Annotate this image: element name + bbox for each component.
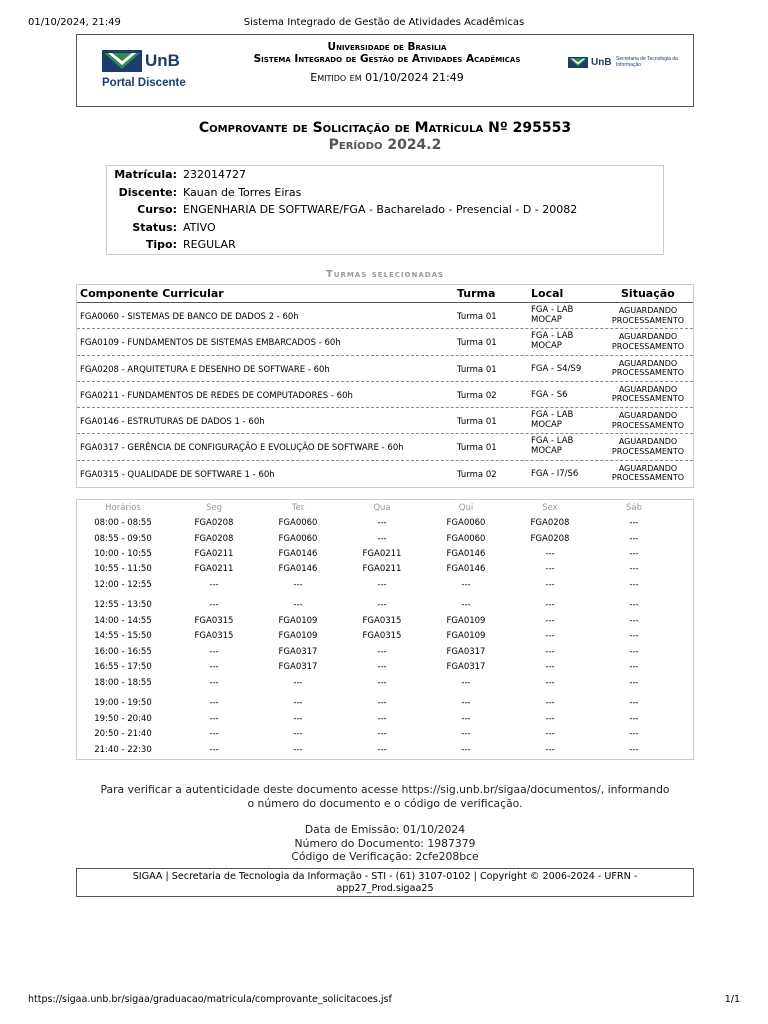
col-header-qui: Qui <box>458 503 474 513</box>
horario-cell-qui: FGA0109 <box>446 616 486 626</box>
horario-cell-qui: FGA0317 <box>446 647 486 657</box>
horario-time: 12:00 - 12:55 <box>94 580 152 590</box>
turma-situacao <box>602 359 694 378</box>
horario-cell-ter: FGA0317 <box>278 662 318 672</box>
title-main: Comprovante de Solicitação de Matrícula Nº 295553 <box>198 120 572 136</box>
horario-cell-qua: --- <box>377 534 387 544</box>
horario-cell-ter: FGA0060 <box>278 518 318 528</box>
print-footer <box>28 994 740 1008</box>
turma-situacao-line1: AGUARDANDO <box>618 437 678 447</box>
horario-cell-seg: FGA0211 <box>194 564 234 574</box>
document-header <box>76 34 694 107</box>
horario-cell-sab: --- <box>629 714 639 724</box>
horario-cell-seg: --- <box>209 662 219 672</box>
info-row-status <box>107 221 663 238</box>
turma-turma: Turma 01 <box>457 338 497 349</box>
turma-situacao-line2: PROCESSAMENTO <box>611 394 685 404</box>
turma-componente: FGA0109 - FUNDAMENTOS DE SISTEMAS EMBARCADOS - 60h <box>80 338 341 349</box>
print-header <box>28 17 740 31</box>
turma-situacao-line1: AGUARDANDO <box>618 384 678 394</box>
horario-time: 10:55 - 11:50 <box>94 564 152 574</box>
horario-cell-qua: FGA0315 <box>362 631 402 641</box>
horario-cell-qui: FGA0060 <box>446 534 486 544</box>
turma-local-line2: MOCAP <box>531 419 562 430</box>
horario-cell-seg: --- <box>209 647 219 657</box>
verification-info <box>76 783 694 864</box>
horario-cell-ter: FGA0060 <box>278 534 318 544</box>
sti-logo <box>567 57 687 77</box>
turma-row <box>77 461 693 487</box>
horario-time: 19:00 - 19:50 <box>94 698 152 708</box>
turma-local-line2: MOCAP <box>531 340 562 351</box>
horario-cell-sex: FGA0208 <box>530 518 570 528</box>
turma-situacao-line1: AGUARDANDO <box>618 306 678 315</box>
horario-cell-sex: --- <box>545 647 555 657</box>
info-row-matricula <box>107 168 663 185</box>
system-name: Sistema Integrado de Gestão de Atividades Acadêmicas <box>253 53 521 65</box>
horario-row <box>77 727 693 743</box>
col-header-qua: Qua <box>373 503 391 513</box>
horario-cell-qua: --- <box>377 580 387 590</box>
horario-row <box>77 562 693 578</box>
turma-row <box>77 356 693 382</box>
info-value: Kauan de Torres Eiras <box>183 185 302 199</box>
horario-cell-ter: --- <box>293 745 303 755</box>
horario-cell-sex: --- <box>545 549 555 559</box>
horario-cell-qui: --- <box>461 698 471 708</box>
horario-cell-ter: FGA0317 <box>278 647 318 657</box>
horario-cell-qua: --- <box>377 698 387 708</box>
info-row-curso <box>107 203 663 220</box>
footer-line1: SIGAA | Secretaria de Tecnologia da Informação - STI - (61) 3107-0102 | Copyright © 2006-2024 - UFRN - <box>132 871 638 882</box>
horario-cell-seg: --- <box>209 698 219 708</box>
horario-time: 16:55 - 17:50 <box>94 662 152 672</box>
horario-cell-ter: FGA0146 <box>278 549 318 559</box>
horario-cell-sex: --- <box>545 600 555 610</box>
horario-cell-seg: --- <box>209 600 219 610</box>
horario-cell-qua: --- <box>377 662 387 672</box>
horario-cell-sex: --- <box>545 698 555 708</box>
horario-cell-seg: --- <box>209 745 219 755</box>
sti-logo-text: UnB <box>591 57 612 68</box>
horario-cell-sab: --- <box>629 698 639 708</box>
horario-row <box>77 614 693 630</box>
info-row-discente <box>107 186 663 203</box>
horario-cell-seg: --- <box>209 580 219 590</box>
turma-situacao-line2: PROCESSAMENTO <box>611 368 685 378</box>
turma-situacao-line1: AGUARDANDO <box>618 463 678 473</box>
turma-local <box>531 365 591 375</box>
col-header-sex: Sex <box>542 503 558 513</box>
horario-cell-sab: --- <box>629 564 639 574</box>
horario-row <box>77 712 693 728</box>
info-row-tipo <box>107 238 663 255</box>
horario-cell-sab: --- <box>629 647 639 657</box>
horario-cell-sab: --- <box>629 534 639 544</box>
horario-cell-qua: FGA0315 <box>362 616 402 626</box>
horario-cell-sex: --- <box>545 631 555 641</box>
turma-componente: FGA0208 - ARQUITETURA E DESENHO DE SOFTWARE - 60h <box>80 364 330 375</box>
horario-cell-qua: FGA0211 <box>362 564 402 574</box>
horario-cell-seg: FGA0315 <box>194 631 234 641</box>
horario-cell-ter: FGA0109 <box>278 631 318 641</box>
turma-local-line1: FGA - I7/S6 <box>531 468 579 479</box>
horario-cell-sab: --- <box>629 745 639 755</box>
turma-componente: FGA0315 - QUALIDADE DE SOFTWARE 1 - 60h <box>80 469 275 480</box>
horario-cell-sex: --- <box>545 729 555 739</box>
horario-cell-qua: --- <box>377 647 387 657</box>
horario-cell-qua: --- <box>377 600 387 610</box>
horario-time: 18:00 - 18:55 <box>94 678 152 688</box>
horario-cell-ter: FGA0146 <box>278 564 318 574</box>
col-header-sab: Sáb <box>626 503 642 513</box>
turma-situacao-line1: AGUARDANDO <box>618 411 678 421</box>
turma-situacao-line2: PROCESSAMENTO <box>611 473 685 483</box>
horario-cell-qua: --- <box>377 729 387 739</box>
turma-row <box>77 382 693 408</box>
horario-cell-qua: --- <box>377 518 387 528</box>
turma-turma: Turma 02 <box>457 390 497 401</box>
turma-situacao-line1: AGUARDANDO <box>618 332 678 342</box>
horario-cell-qui: --- <box>461 600 471 610</box>
col-header-turma: Turma <box>457 287 496 300</box>
info-value: 232014727 <box>183 168 246 181</box>
horario-row <box>77 516 693 532</box>
turmas-body <box>77 303 693 487</box>
turma-row <box>77 303 693 329</box>
turma-componente: FGA0146 - ESTRUTURAS DE DADOS 1 - 60h <box>80 417 265 428</box>
turmas-header-row <box>77 285 693 303</box>
turma-turma: Turma 01 <box>457 312 497 322</box>
horario-cell-ter: --- <box>293 729 303 739</box>
turma-turma: Turma 02 <box>457 469 497 480</box>
turma-row <box>77 329 693 355</box>
col-header-local: Local <box>531 287 564 300</box>
turma-local <box>531 332 591 351</box>
horario-time: 20:50 - 21:40 <box>94 729 152 739</box>
col-header-componente: Componente Curricular <box>80 287 224 300</box>
turma-local-line1: FGA - S4/S9 <box>531 363 582 374</box>
turma-turma: Turma 01 <box>457 364 497 375</box>
turma-situacao <box>602 437 694 456</box>
info-value: REGULAR <box>183 238 236 251</box>
turma-situacao-line2: PROCESSAMENTO <box>611 341 685 351</box>
horario-row <box>77 696 693 712</box>
data-emissao: Data de Emissão: 01/10/2024 <box>304 823 466 836</box>
turma-local-line1: FGA - S6 <box>531 389 568 400</box>
horario-time: 10:00 - 10:55 <box>94 549 152 559</box>
horario-cell-qui: FGA0146 <box>446 549 486 559</box>
turma-situacao <box>602 464 694 483</box>
info-label: Curso: <box>137 203 177 216</box>
turma-row <box>77 408 693 434</box>
horario-cell-qui: --- <box>461 714 471 724</box>
verify-line2: o número do documento e o código de verificação. <box>247 796 523 810</box>
info-label: Tipo: <box>145 238 177 251</box>
horario-cell-qua: FGA0211 <box>362 549 402 559</box>
horario-time: 14:00 - 14:55 <box>94 616 152 626</box>
horario-cell-sex: --- <box>545 745 555 755</box>
turmas-caption: Turmas selecionadas <box>325 269 445 280</box>
turma-local-line1: FGA - LAB <box>531 305 574 315</box>
horario-row <box>77 578 693 594</box>
horario-row <box>77 645 693 661</box>
horario-cell-qui: FGA0060 <box>446 518 486 528</box>
horarios-header-row <box>77 501 693 517</box>
horario-cell-ter: --- <box>293 698 303 708</box>
horarios-grid <box>76 499 694 760</box>
horario-time: 19:50 - 20:40 <box>94 714 152 724</box>
turma-situacao <box>602 306 694 325</box>
horario-cell-sex: --- <box>545 580 555 590</box>
horario-time: 08:55 - 09:50 <box>94 534 152 544</box>
unb-logo[interactable] <box>87 47 197 97</box>
emitido-em: Emitido em 01/10/2024 21:49 <box>310 71 464 84</box>
turma-situacao <box>602 385 694 404</box>
horario-row <box>77 598 693 614</box>
horario-cell-sab: --- <box>629 616 639 626</box>
turma-turma: Turma 01 <box>457 443 497 454</box>
turma-local-line2: MOCAP <box>531 445 562 456</box>
codigo-verificacao: Código de Verificação: 2cfe208bce <box>291 850 479 863</box>
turma-situacao-line2: PROCESSAMENTO <box>611 315 685 325</box>
numero-documento: Número do Documento: 1987379 <box>294 836 476 850</box>
horario-cell-qua: --- <box>377 745 387 755</box>
horario-time: 16:00 - 16:55 <box>94 647 152 657</box>
horario-cell-qui: --- <box>461 745 471 755</box>
horario-cell-qua: --- <box>377 678 387 688</box>
portal-label: Portal Discente <box>102 77 186 89</box>
turma-local <box>531 391 591 401</box>
horario-time: 14:55 - 15:50 <box>94 631 152 641</box>
horario-cell-seg: --- <box>209 714 219 724</box>
unb-flag-icon <box>102 50 142 72</box>
horario-time: 12:55 - 13:50 <box>94 600 152 610</box>
horario-cell-ter: --- <box>293 600 303 610</box>
info-label: Discente: <box>118 185 177 199</box>
document-title <box>76 120 694 154</box>
horario-cell-sex: --- <box>545 662 555 672</box>
print-datetime: 01/10/2024, 21:49 <box>28 17 121 28</box>
horario-time: 08:00 - 08:55 <box>94 518 152 528</box>
horario-time: 21:40 - 22:30 <box>94 745 152 755</box>
turma-local <box>531 411 591 430</box>
turma-situacao <box>602 332 694 351</box>
horario-cell-sab: --- <box>629 600 639 610</box>
col-header-seg: Seg <box>205 503 223 513</box>
horario-cell-sab: --- <box>629 549 639 559</box>
turma-situacao <box>602 411 694 430</box>
print-url: https://sigaa.unb.br/sigaa/graduacao/matricula/comprovante_solicitacoes.jsf <box>28 994 392 1005</box>
horario-cell-sex: --- <box>545 678 555 688</box>
horario-cell-ter: --- <box>293 678 303 688</box>
horario-cell-qui: --- <box>461 729 471 739</box>
university-name: Universidade de Brasília <box>327 41 447 53</box>
footer-line2: app27_Prod.sigaa25 <box>336 883 434 894</box>
turma-local-line2: MOCAP <box>531 314 562 325</box>
horario-cell-sab: --- <box>629 729 639 739</box>
verify-line1: Para verificar a autenticidade deste documento acesse https://sig.unb.br/sigaa/documentos/, informando <box>100 783 670 796</box>
horario-cell-sex: --- <box>545 564 555 574</box>
header-institution <box>227 41 547 84</box>
info-label: Matrícula: <box>114 168 177 181</box>
turma-situacao-line1: AGUARDANDO <box>618 358 678 368</box>
horario-cell-ter: FGA0109 <box>278 616 318 626</box>
horario-cell-qui: FGA0146 <box>446 564 486 574</box>
turma-local <box>531 306 591 325</box>
horario-row <box>77 629 693 645</box>
horario-cell-seg: FGA0315 <box>194 616 234 626</box>
turma-local-line1: FGA - LAB <box>531 436 574 447</box>
turma-local-line1: FGA - LAB <box>531 410 574 421</box>
horario-row <box>77 676 693 692</box>
student-info <box>106 165 664 255</box>
horario-row <box>77 660 693 676</box>
turma-local <box>531 470 591 480</box>
horario-cell-sex: FGA0208 <box>530 534 570 544</box>
turma-situacao-line2: PROCESSAMENTO <box>611 446 685 456</box>
turma-local-line1: FGA - LAB <box>531 331 574 342</box>
horario-cell-seg: --- <box>209 729 219 739</box>
unb-flag-small-icon <box>567 57 589 68</box>
turma-turma: Turma 01 <box>457 417 497 428</box>
col-header-situacao: Situação <box>621 287 675 300</box>
turma-componente: FGA0060 - SISTEMAS DE BANCO DE DADOS 2 - 60h <box>80 312 299 322</box>
horario-cell-seg: FGA0208 <box>194 518 234 528</box>
horario-cell-sab: --- <box>629 678 639 688</box>
col-header-ter: Ter <box>291 503 305 513</box>
turma-local <box>531 437 591 456</box>
horario-cell-sex: --- <box>545 714 555 724</box>
horario-cell-sex: --- <box>545 616 555 626</box>
turma-componente: FGA0211 - FUNDAMENTOS DE REDES DE COMPUTADORES - 60h <box>80 390 353 401</box>
horario-cell-sab: --- <box>629 580 639 590</box>
horario-row <box>77 743 693 759</box>
turma-row <box>77 434 693 460</box>
horario-cell-qui: --- <box>461 580 471 590</box>
horario-row <box>77 532 693 548</box>
horario-cell-qui: FGA0109 <box>446 631 486 641</box>
horario-cell-qua: --- <box>377 714 387 724</box>
info-value: ENGENHARIA DE SOFTWARE/FGA - Bacharelado - Presencial - D - 20082 <box>183 203 578 216</box>
horario-cell-ter: --- <box>293 580 303 590</box>
logo-text: UnB <box>145 51 180 70</box>
horario-cell-seg: FGA0211 <box>194 549 234 559</box>
horario-row <box>77 547 693 563</box>
sti-logo-subtitle: Secretaria de Tecnologia da Informação <box>616 56 678 68</box>
col-header-horarios: Horários <box>105 503 141 513</box>
print-page-count: 1/1 <box>724 994 740 1005</box>
turma-componente: FGA0317 - GERÊNCIA DE CONFIGURAÇÃO E EVOLUÇÃO DE SOFTWARE - 60h <box>80 443 404 454</box>
title-periodo: Período 2024.2 <box>328 137 442 153</box>
turma-situacao-line2: PROCESSAMENTO <box>611 420 685 430</box>
horario-cell-sab: --- <box>629 662 639 672</box>
horario-cell-ter: --- <box>293 714 303 724</box>
horario-cell-qui: FGA0317 <box>446 662 486 672</box>
sigaa-footer <box>76 868 694 897</box>
print-page-title: Sistema Integrado de Gestão de Atividades Acadêmicas <box>243 17 525 28</box>
info-value: ATIVO <box>183 220 216 234</box>
horario-cell-seg: --- <box>209 678 219 688</box>
horario-cell-sab: --- <box>629 631 639 641</box>
horario-cell-qui: --- <box>461 678 471 688</box>
horario-cell-sab: --- <box>629 518 639 528</box>
horario-cell-seg: FGA0208 <box>194 534 234 544</box>
turmas-table <box>76 284 694 488</box>
info-label: Status: <box>132 220 177 234</box>
